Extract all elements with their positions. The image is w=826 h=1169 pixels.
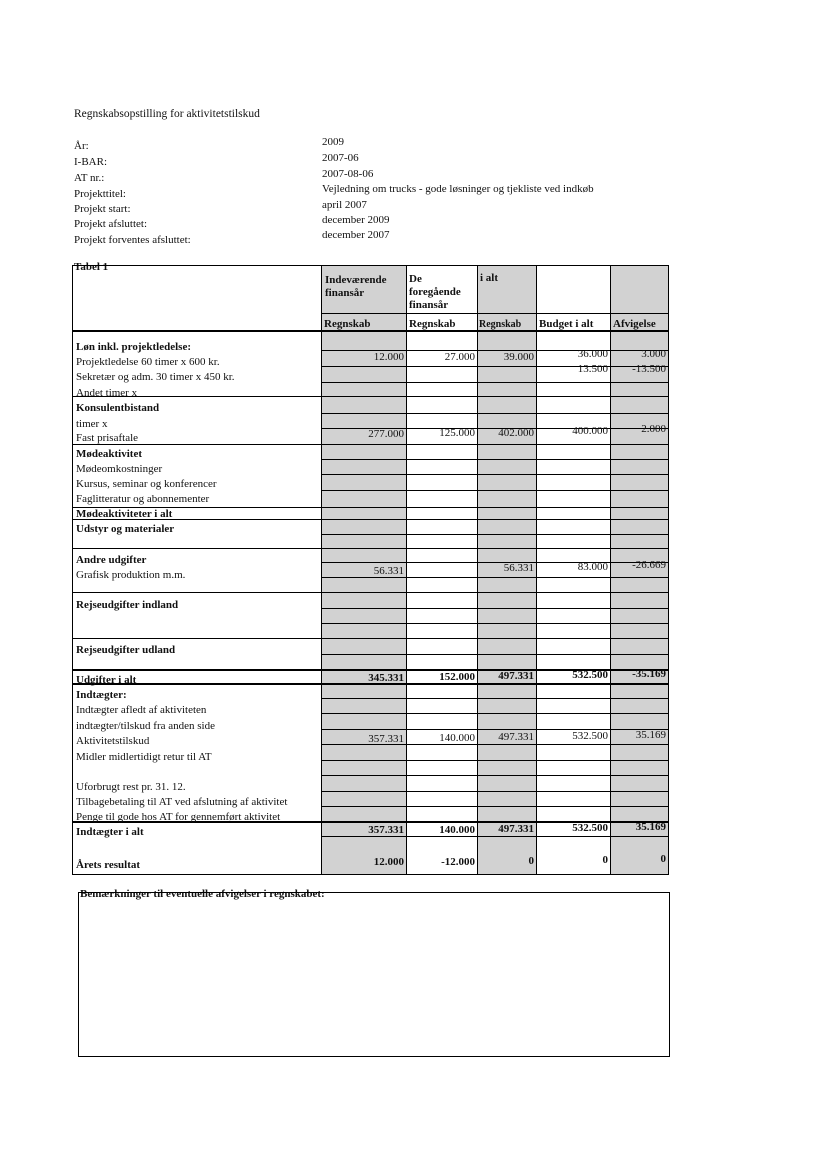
col-divider-5 [610,266,611,874]
cell-indtaegter-c2: 140.000 [439,824,475,836]
row-line [322,490,668,491]
label-tilbagebetaling: Tilbagebetaling til AT ved afslutning af aktivitet [76,796,288,808]
label-afledt: Indtægter afledt af aktiviteten [76,704,207,716]
divider-andre [73,548,668,549]
header-regnskab-3: Regnskab [479,319,522,330]
row-line [322,577,668,578]
remarks-label: Bemærkninger til eventuelle afvigelser i regnskabet: [80,888,325,900]
label-andre-header: Andre udgifter [76,554,147,566]
cell-resultat-c2: -12.000 [441,856,475,868]
header-regnskab-1: Regnskab [324,318,371,330]
info-label-forventes-afsluttet: Projekt forventes afsluttet: [74,234,191,246]
row-line [322,654,668,655]
info-label-year: År: [74,140,89,152]
label-timer-x: timer x [76,418,108,430]
cell-projektledelse-c3: 39.000 [503,351,534,363]
label-grafisk: Grafisk produktion m.m. [76,569,186,581]
table-label: Tabel 1 [74,261,109,273]
cell-fast-prisaftale-c5: 2.000 [641,423,666,435]
cell-aktivitetstilskud-c1: 357.331 [368,733,404,745]
row-line [322,459,668,460]
label-arets-resultat: Årets resultat [76,859,141,871]
row-line [322,608,668,609]
label-rejse-udland: Rejseudgifter udland [76,644,176,656]
row-line [322,698,668,699]
label-andet-timer: Andet timer x [76,387,138,399]
cell-grafisk-c5: -26.669 [632,559,666,571]
info-label-ibar: I-BAR: [74,156,107,168]
info-value-projekttitel: Vejledning om trucks - gode løsninger og tjekliste ved indkøb [322,183,594,195]
cell-resultat-c5: 0 [660,853,666,865]
info-label-projekt-afsluttet: Projekt afsluttet: [74,218,148,230]
info-label-at-nr: AT nr.: [74,172,105,184]
label-anden-side: indtægter/tilskud fra anden side [76,720,215,732]
cell-fast-prisaftale-c3: 402.000 [498,427,534,439]
cell-fast-prisaftale-c1: 277.000 [368,428,404,440]
row-line [322,806,668,807]
info-label-projekt-start: Projekt start: [74,203,131,215]
divider-konsulent [73,396,668,397]
info-label-projekttitel: Projekttitel: [74,188,126,200]
col-divider-1 [321,266,322,874]
cell-udgifter-c5: -35.169 [632,668,666,680]
cell-indtaegter-c1: 357.331 [368,824,404,836]
cell-fast-prisaftale-c4: 400.000 [572,425,608,437]
row-line [322,623,668,624]
row-line [322,413,668,414]
divider-modeaktivitet [73,444,668,445]
cell-udgifter-c2: 152.000 [439,671,475,683]
cell-projektledelse-c4: 36.000 [577,348,608,360]
financial-table [72,265,669,875]
cell-projektledelse-c5: 3.000 [641,348,666,360]
cell-aktivitetstilskud-c2: 140.000 [439,732,475,744]
row-line [322,791,668,792]
header-afvigelse: Afvigelse [613,318,656,330]
col-divider-4 [536,266,537,874]
divider-rejse-udland [73,638,668,639]
cell-grafisk-c1: 56.331 [373,565,404,577]
document-title: Regnskabsopstilling for aktivitetstilskud [74,108,260,120]
label-penge: Penge til gode hos AT for gennemført aktivitet [76,811,281,823]
remarks-box[interactable] [78,892,670,1057]
info-value-projekt-start: april 2007 [322,199,367,211]
row-line [322,382,668,383]
header-foregaaende: De foregående finansår [409,273,461,311]
label-midler: Midler midlertidigt retur til AT [76,751,212,763]
label-kursus: Kursus, seminar og konferencer [76,478,217,490]
info-value-at-nr: 2007-08-06 [322,168,374,180]
row-line [322,562,668,563]
col-divider-2 [406,266,407,874]
cell-udgifter-c3: 497.331 [498,670,534,682]
cell-projektledelse-c1: 12.000 [373,351,404,363]
label-udstyr-header: Udstyr og materialer [76,523,175,535]
header-indevaerende: Indeværende finansår [325,274,387,299]
label-lon-header: Løn inkl. projektledelse: [76,341,192,353]
row-line [322,366,668,367]
header-budget-i-alt: Budget i alt [539,318,594,330]
row-line [322,760,668,761]
row-line [322,534,668,535]
header-regnskab-2: Regnskab [409,318,456,330]
info-value-projekt-afsluttet: december 2009 [322,214,390,226]
cell-aktivitetstilskud-c5: 35.169 [635,729,666,741]
label-udgifter-i-alt: Udgifter i alt [76,674,137,686]
label-uforbrugt: Uforbrugt rest pr. 31. 12. [76,781,186,793]
label-modeaktiviteter-i-alt: Mødeaktiviteter i alt [76,508,173,520]
cell-sekretaer-c5: -13.500 [632,363,666,375]
label-modeaktivitet-header: Mødeaktivitet [76,448,142,460]
header-i-alt: i alt [480,272,499,284]
cell-sekretaer-c4: 13.500 [577,363,608,375]
info-value-year: 2009 [322,136,344,148]
label-konsulent-header: Konsulentbistand [76,402,160,414]
cell-grafisk-c4: 83.000 [577,561,608,573]
row-line [322,729,668,730]
cell-udgifter-c4: 532.500 [572,669,608,681]
col-divider-3 [477,266,478,874]
row-line [322,713,668,714]
info-value-ibar: 2007-06 [322,152,359,164]
label-modeomkostninger: Mødeomkostninger [76,463,163,475]
label-fast-prisaftale: Fast prisaftale [76,432,139,444]
cell-udgifter-c1: 345.331 [368,672,404,684]
cell-resultat-c4: 0 [602,854,608,866]
cell-grafisk-c3: 56.331 [503,562,534,574]
cell-aktivitetstilskud-c4: 532.500 [572,730,608,742]
row-line [322,474,668,475]
header-subline [322,313,668,314]
label-rejse-indland: Rejseudgifter indland [76,599,179,611]
divider-rejse-indland [73,592,668,593]
label-sekretaer: Sekretær og adm. 30 timer x 450 kr. [76,371,235,383]
label-projektledelse: Projektledelse 60 timer x 600 kr. [76,356,220,368]
cell-resultat-c1: 12.000 [373,856,404,868]
cell-indtaegter-c4: 532.500 [572,822,608,834]
row-line [322,775,668,776]
cell-indtaegter-c5: 35.169 [635,821,666,833]
label-aktivitetstilskud: Aktivitetstilskud [76,735,150,747]
divider-resultat [322,836,668,837]
label-indtaegter-header: Indtægter: [76,689,127,701]
cell-aktivitetstilskud-c3: 497.331 [498,731,534,743]
label-faglitteratur: Faglitteratur og abonnementer [76,493,210,505]
cell-indtaegter-c3: 497.331 [498,823,534,835]
cell-resultat-c3: 0 [528,855,534,867]
info-value-forventes-afsluttet: december 2007 [322,229,390,241]
cell-fast-prisaftale-c2: 125.000 [439,427,475,439]
cell-projektledelse-c2: 27.000 [444,351,475,363]
label-indtaegter-i-alt: Indtægter i alt [76,826,144,838]
